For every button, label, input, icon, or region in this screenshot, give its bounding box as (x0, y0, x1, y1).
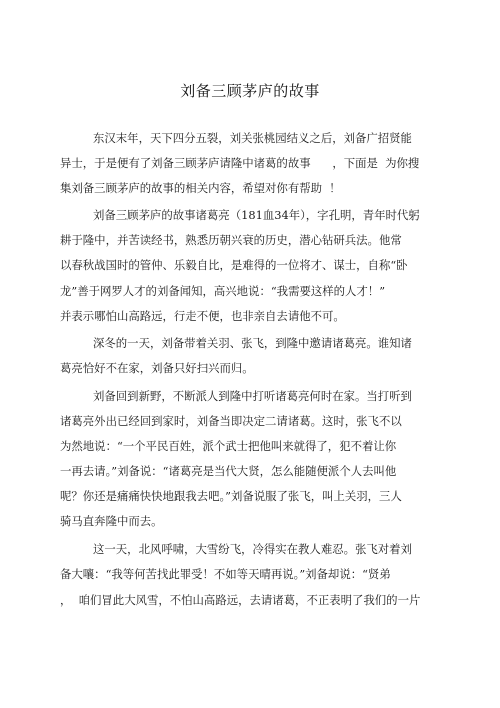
body-line: 这一天，北风呼啸，大雪纷飞，冷得实在教人难忍。张飞对着刘 (93, 542, 412, 556)
body-line: 龙”善于网罗人才的刘备闻知，高兴地说：“我需要这样的人才！” (60, 284, 386, 298)
body-line: 诸葛亮外出已经回到家时，刘备当即决定二请诸葛。这时，张飞不以 (60, 414, 402, 428)
body-line: 刘备三顾茅庐的故事诸葛亮（181血34年），字孔明，青年时代躬 (93, 208, 420, 222)
body-line: 深冬的一天，刘备带着关羽、张飞，到隆中邀请诸葛亮。谁知诸 (93, 336, 412, 350)
body-line: ， 咱们冒此大风雪，不怕山高路远，去请诸葛，不正表明了我们的一片 (60, 593, 421, 607)
body-line: 呢？你还是痛痛快快地跟我去吧。”刘备说服了张飞，叫上关羽，三人 (60, 489, 402, 503)
document-title: 刘备三顾茅庐的故事 (180, 82, 320, 100)
body-line: 并表示哪怕山高路远，行走不便，也非亲自去请他不可。 (60, 309, 345, 323)
body-line: 耕于隆中，并苦读经书，熟悉历朝兴衰的历史，潜心钻研兵法。他常 (60, 233, 402, 247)
body-line: 以春秋战国时的管仲、乐毅自比，是难得的一位将才、谋士，自称“卧 (60, 258, 408, 272)
body-line: 葛亮恰好不在家，刘备只好扫兴而归。 (60, 361, 254, 375)
body-line: 集刘备三顾茅庐的故事的相关内容，希望对你有帮助 ！ (60, 181, 341, 195)
body-line: 刘备回到新野，不断派人到隆中打听诸葛亮何时在家。当打听到 (93, 389, 412, 403)
body-line: 异士，于是便有了刘备三顾茅庐请隆中诸葛的故事 ，下面是 为你搜 (60, 156, 420, 170)
body-line: 骑马直奔隆中而去。 (60, 514, 163, 528)
body-line: 备大嚷：“我等何苦找此罪受！不如等天晴再说。”刘备却说：“贤弟 (60, 567, 391, 581)
body-line: 东汉末年，天下四分五裂，刘关张桃园结义之后，刘备广招贤能 (93, 131, 412, 145)
body-line: 一再去请。”刘备说：“诸葛亮是当代大贤，怎么能随便派个人去叫他 (60, 464, 397, 478)
body-line: 为然地说：“一个平民百姓，派个武士把他叫来就得了，犯不着让你 (60, 439, 397, 453)
